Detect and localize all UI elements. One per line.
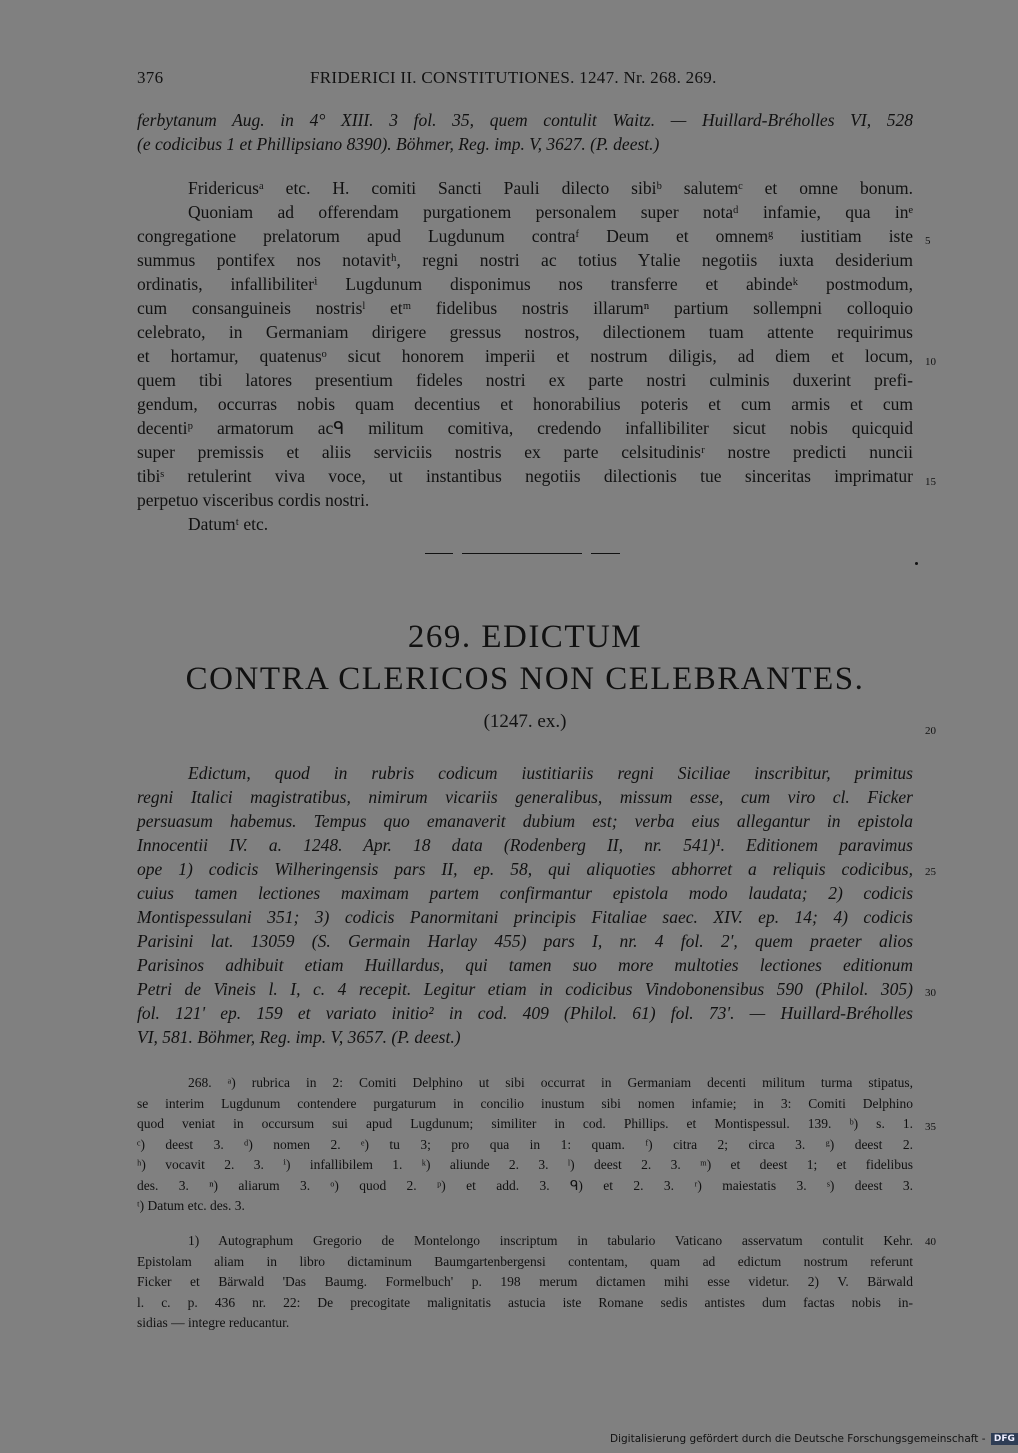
margin-line-number: 25 <box>925 866 936 878</box>
printer-mark <box>915 562 918 565</box>
text-line: Petri de Vineis l. I, c. 4 recepit. Legitur etiam in codicibus Vindobonensibus 590 (Philol. 305) <box>137 979 913 999</box>
footnote-line: Ficker et Bärwald 'Das Baumg. Formelbuch' p. 198 merum dictamen mihi esse videtur. 2) V. Bärwald <box>137 1274 913 1289</box>
edict-title: 269. EDICTUM <box>407 619 643 655</box>
margin-line-number: 15 <box>925 476 936 488</box>
margin-line-number: 20 <box>925 725 936 737</box>
footnote-line: Epistolam aliam in libro dictaminum Baumgartenbergensi contentam, quam ad edictum nostrum referunt <box>137 1253 913 1269</box>
footnote-line: 268. ᵃ) rubrica in 2: Comiti Delphino ut sibi occurrat in Germaniam decenti militum turma stipatus, <box>188 1075 913 1090</box>
text-line: gendum, occurras nobis quam decentius et honorabilius poteris et cum armis et cum <box>137 394 913 414</box>
text-line: Quoniam ad offerendam purgationem personalem super notaᵈ infamie, qua inᵉ <box>188 202 913 222</box>
text-line: Datumᵗ etc. <box>188 514 269 534</box>
text-line: perpetuo visceribus cordis nostri. <box>137 490 370 510</box>
text-line: Innocentii IV. a. 1248. Apr. 18 data (Rodenberg II, nr. 541)¹. Editionem paravimus <box>137 835 913 855</box>
text-line: summus pontifex nos notavitʰ, regni nostri ac totius Ytalie negotiis iuxta desiderium <box>137 250 913 270</box>
text-line: Fridericusᵃ etc. H. comiti Sancti Pauli dilecto sibiᵇ salutemᶜ et omne bonum. <box>188 178 913 198</box>
text-line: regni Italici magistratibus, nimirum vicariis generalibus, missum esse, cum viro cl. Ficker <box>137 787 913 807</box>
document-268-text <box>137 176 913 536</box>
margin-line-number: 5 <box>925 235 931 247</box>
footnote-line: sidias — integre reducantur. <box>137 1315 290 1330</box>
dfg-logo: DFG <box>991 1433 1018 1445</box>
text-line: ope 1) codicis Wilheringensis pars II, ep. 58, qui aliquoties abhorret a reliquis codicibus, <box>137 859 913 879</box>
text-line: Edictum, quod in rubris codicum iustitiariis regni Siciliae inscribitur, primitus <box>188 763 913 783</box>
text-line: persuasum habemus. Tempus quo emanaverit dubium est; verba eius allegantur in epistola <box>137 811 913 831</box>
footnote-line: ʰ) vocavit 2. 3. ⁱ) infallibilem 1. ᵏ) aliunde 2. 3. ˡ) deest 2. 3. ᵐ) et deest 1; et fidelibus <box>137 1157 913 1172</box>
funding-footer <box>610 1433 1018 1449</box>
text-line: VI, 581. Böhmer, Reg. imp. V, 3657. (P. deest.) <box>137 1027 461 1047</box>
text-line: ordinatis, infallibiliterⁱ Lugdunum disponimus nos transferre et abindeᵏ postmodum, <box>137 274 913 294</box>
text-line: Parisini lat. 13059 (S. Germain Harlay 455) pars I, nr. 4 fol. 2', quem praeter alios <box>137 931 913 951</box>
text-line: ferbytanum Aug. in 4° XIII. 3 fol. 35, quem contulit Waitz. — Huillard-Bréholles VI, 528 <box>137 110 913 130</box>
margin-line-number: 30 <box>925 987 936 999</box>
text-line: fol. 121' ep. 159 et variato initio² in cod. 409 (Philol. 61) fol. 73'. — Huillard-Bréholles <box>137 1003 913 1023</box>
text-line: super premissis et aliis serviciis nostris ex parte celsitudinisʳ nostre predicti nuncii <box>137 442 913 462</box>
intro-269 <box>137 761 913 1049</box>
text-line: et hortamur, quatenusᵒ sicut honorem imperii et nostrum diligis, ad diem et locum, <box>137 346 913 366</box>
edict-subtitle: CONTRA CLERICOS NON CELEBRANTES. <box>185 661 865 697</box>
text-line: quem tibi latores presentium fideles nostri ex parte nostri culminis duxerint prefi- <box>137 370 913 390</box>
footnotes-numbered <box>137 1231 913 1334</box>
text-line: decentiᵖ armatorum acᑫ militum comitiva, credendo infallibiliter sicut nobis quicquid <box>137 418 913 438</box>
text-line: cuius tamen lectiones maximam partem confirmantur epistola modo laudata; 2) codicis <box>137 883 913 903</box>
intro-268-continuation <box>137 108 913 156</box>
footnote-line: des. 3. ⁿ) aliarum 3. ᵒ) quod 2. ᵖ) et add. 3. ᑫ) et 2. 3. ʳ) maiestatis 3. ˢ) deest 3. <box>137 1177 913 1193</box>
footnote-line: ᶜ) deest 3. ᵈ) nomen 2. ᵉ) tu 3; pro qua in 1: quam. ᶠ) citra 2; circa 3. ᵍ) deest 2. <box>137 1136 913 1152</box>
footer-text: Digitalisierung gefördert durch die Deutsche Forschungsgemeinschaft - <box>610 1433 986 1445</box>
footnote-line: 1) Autographum Gregorio de Montelongo inscriptum in tabulario Vaticano asservatum contulit Kehr. <box>188 1233 913 1248</box>
page-number: 376 <box>137 68 164 87</box>
text-line: congregatione prelatorum apud Lugdunum contraᶠ Deum et omnemᵍ iustitiam iste <box>137 226 913 246</box>
text-line: cum consanguineis nostrisˡ etᵐ fidelibus nostris illarumⁿ partium sollempni colloquio <box>137 298 913 318</box>
text-line: tibiˢ retulerint viva voce, ut instantibus negotiis dilectionis tue sinceritas imprimatur <box>137 466 913 486</box>
running-header <box>137 68 913 96</box>
text-line: (e codicibus 1 et Phillipsiano 8390). Böhmer, Reg. imp. V, 3627. (P. deest.) <box>137 134 660 154</box>
margin-line-number: 40 <box>925 1236 936 1248</box>
footnote-line: quod veniat in occursum sui apud Lugdunum; similiter in cod. Phillips. et Montispessul. 139. ᵇ) s. 1. <box>137 1116 913 1131</box>
footnote-line: ᵗ) Datum etc. des. 3. <box>137 1198 245 1213</box>
text-line: Montispessulani 351; 3) codicis Panormitani principis Fitaliae saec. XIV. ep. 14; 4) codicis <box>137 907 913 927</box>
text-line: Parisinos adhibuit etiam Huillardus, qui tamen suo more multoties lectiones editionum <box>137 955 913 975</box>
footnotes-268 <box>137 1073 913 1217</box>
footnote-line: se interim Lugdunum contendere purgaturum in concilio inustum sibi nomen infamie; in 3: Comiti Delphino <box>137 1095 913 1111</box>
margin-line-number: 35 <box>925 1121 936 1133</box>
section-separator <box>425 553 620 555</box>
margin-line-number: 10 <box>925 356 936 368</box>
edict-date: (1247. ex.) <box>483 711 567 732</box>
footnote-line: l. c. p. 436 nr. 22: De precogitate malignitatis astucia iste Romane sedis antistes dum factas nobis in- <box>137 1294 913 1310</box>
text-line: celebrato, in Germaniam dirigere gressus nostros, dilectionem tuam attente requirimus <box>137 322 913 342</box>
running-title: FRIDERICI II. CONSTITUTIONES. 1247. Nr. 268. 269. <box>310 68 717 87</box>
